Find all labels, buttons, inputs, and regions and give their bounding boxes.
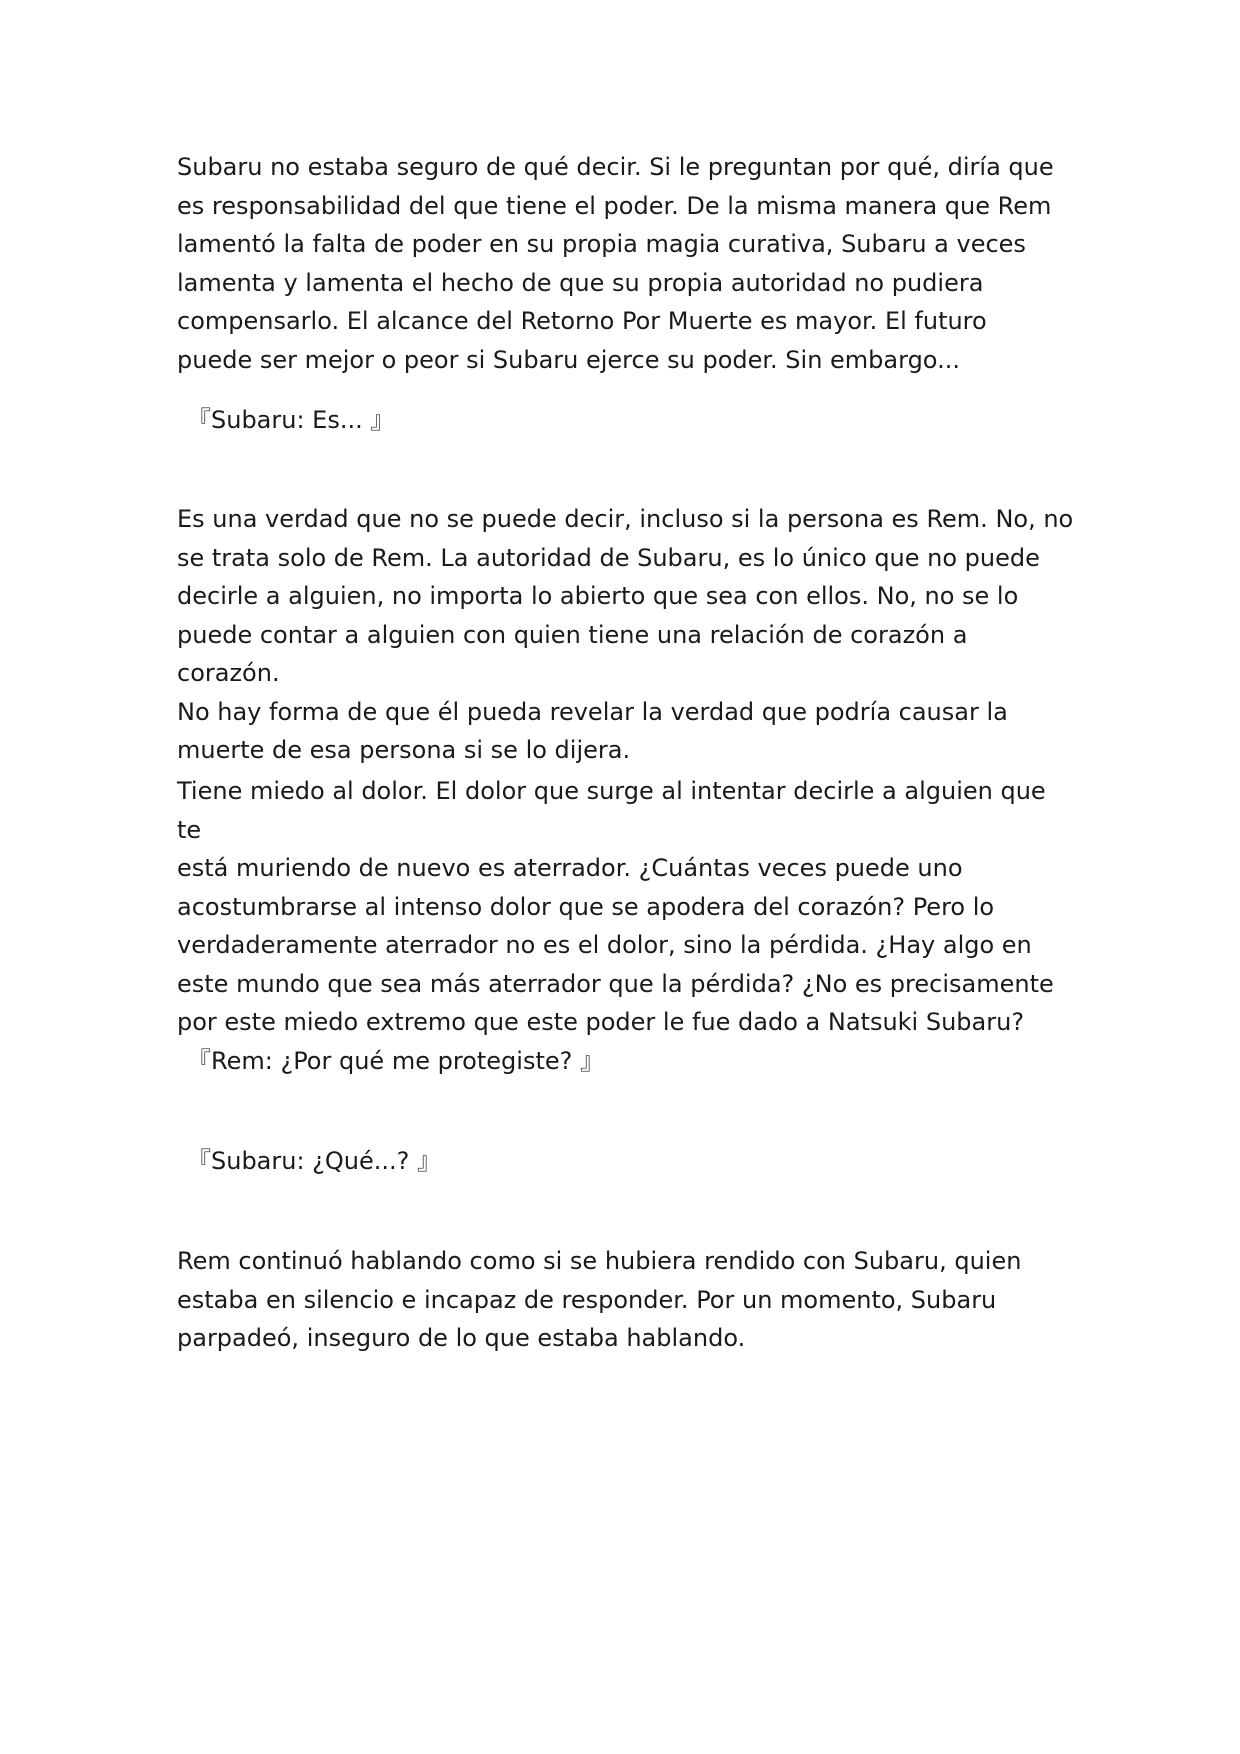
dialogue-rem-question: 『Rem: ¿Por qué me protegiste? 』 bbox=[187, 1047, 604, 1075]
dialogue-subaru-es: 『Subaru: Es... 』 bbox=[187, 406, 395, 434]
dialogue-subaru-what: 『Subaru: ¿Qué...? 』 bbox=[187, 1147, 442, 1175]
paragraph-rem-continued: Rem continuó hablando como si se hubiera rendido con Subaru, quien estaba en silencio e incapaz de responder. Por un momento, Subaru parpadeó, inseguro de lo que estaba hablando. bbox=[177, 1247, 1022, 1352]
paragraph-untellable-truth: Es una verdad que no se puede decir, incluso si la persona es Rem. No, no se trata solo de Rem. La autoridad de Subaru, es lo único que no puede decirle a alguien, no importa lo abierto que sea con ellos. No, no se lo puede contar a alguien con quien tiene una relación de corazón a corazón. No hay forma de que él pueda revelar la verdad que podría causar la muerte de esa persona si se lo dijera. bbox=[177, 505, 1074, 764]
paragraph-fear-of-pain: Tiene miedo al dolor. El dolor que surge al intentar decirle a alguien que te está muriendo de nuevo es aterrador. ¿Cuántas veces puede uno acostumbrarse al intenso dolor que se apodera del corazón? Pero lo verdaderamente aterrador no es el dolor, sino la pérdida. ¿Hay algo en este mundo que sea más aterrador que la pérdida? ¿No es precisamente por este miedo extremo que este poder le fue dado a Natsuki Subaru? bbox=[177, 777, 1054, 1036]
paragraph-subaru-uncertain: Subaru no estaba seguro de qué decir. Si le preguntan por qué, diría que es responsabilidad del que tiene el poder. De la misma manera que Rem lamentó la falta de poder en su propia magia curativa, Subaru a veces lamenta y lamenta el hecho de que su propia autoridad no pudiera compensarlo. El alcance del Retorno Por Muerte es mayor. El futuro puede ser mejor o peor si Subaru ejerce su poder. Sin embargo... bbox=[177, 153, 1054, 374]
